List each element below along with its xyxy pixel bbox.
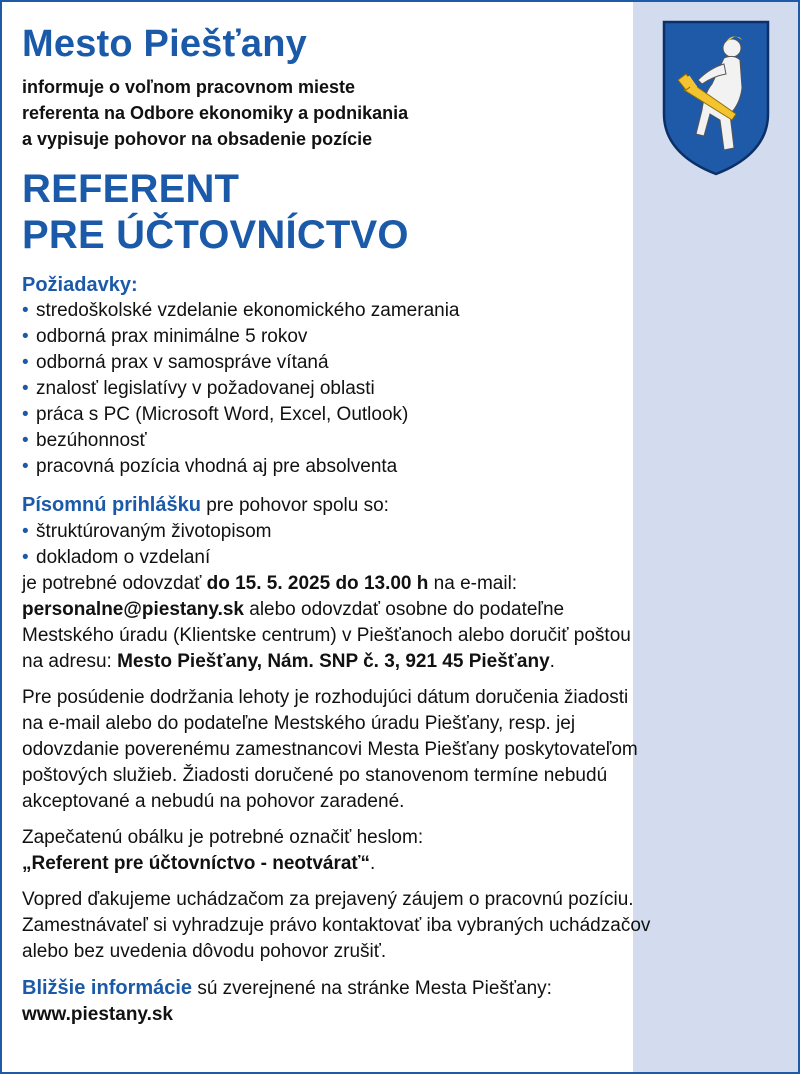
application-attachments-list (22, 519, 782, 571)
bullet-icon: • (22, 456, 29, 477)
job-title (22, 166, 782, 258)
list-item: • bezúhonnosť (22, 428, 782, 454)
deadline: do 15. 5. 2025 do 13.00 h (206, 573, 429, 594)
more-info: Bližšie informácie sú zverejnené na stránke Mesta Piešťany: www.piestany.sk (22, 977, 552, 1025)
list-item: • odborná prax v samospráve vítaná (22, 350, 782, 376)
bullet-icon: • (22, 378, 29, 399)
requirements-list (22, 298, 782, 480)
list-item: • práca s PC (Microsoft Word, Excel, Outlook) (22, 402, 782, 428)
list-item: • stredoškolské vzdelanie ekonomického zamerania (22, 298, 782, 324)
intro-line: referenta na Odbore ekonomiky a podnikania (22, 103, 409, 123)
posting-content (22, 22, 782, 1028)
website-link[interactable]: www.piestany.sk (22, 1004, 173, 1025)
envelope-note: Zapečatenú obálku je potrebné označiť heslom: „Referent pre účtovníctvo - neotvárať“. (22, 827, 424, 874)
bullet-icon: • (22, 404, 29, 425)
requirements-heading: Požiadavky: (22, 274, 138, 296)
list-item: • znalosť legislatívy v požadovanej oblasti (22, 376, 782, 402)
org-title: Mesto Piešťany (22, 23, 307, 65)
job-title-line: REFERENT (22, 167, 240, 211)
application-heading-bold: Písomnú prihlášku (22, 494, 201, 516)
bullet-icon: • (22, 547, 29, 568)
list-item: • pracovná pozícia vhodná aj pre absolventa (22, 454, 782, 480)
job-title-line: PRE ÚČTOVNÍCTVO (22, 213, 409, 257)
bullet-icon: • (22, 300, 29, 321)
deadline-note: Pre posúdenie dodržania lehoty je rozhodujúci dátum doručenia žiadosti na e-mail alebo do podateľne Mestského úradu Piešťany, resp. jej odovzdanie poverenému zamestnancovi Mesta Piešťany poskytovateľom poštových služieb. Žiadosti doručené po stanovenom termíne nebudú akceptované a nebudú na pohovor zaradené. (22, 687, 638, 812)
intro-line: informuje o voľnom pracovnom mieste (22, 77, 355, 97)
bullet-icon: • (22, 326, 29, 347)
bullet-icon: • (22, 521, 29, 542)
submission-instructions: je potrebné odovzdať do 15. 5. 2025 do 13.00 h na e-mail: personalne@piestany.sk alebo odovzdať osobne do podateľne Mestského úradu (Klientske centrum) v Piešťanoch alebo doručiť poštou na adresu: Mesto Piešťany, Nám. SNP č. 3, 921 45 Piešťany. (22, 573, 631, 672)
intro-text (22, 74, 782, 152)
list-item: • odborná prax minimálne 5 rokov (22, 324, 782, 350)
list-item: • dokladom o vzdelaní (22, 545, 782, 571)
thanks-note: Vopred ďakujeme uchádzačom za prejavený záujem o pracovnú pozíciu. Zamestnávateľ si vyhradzuje právo kontaktovať iba vybraných uchádzačov alebo bez uvedenia dôvodu pohovor zrušiť. (22, 889, 651, 962)
list-item: • štruktúrovaným životopisom (22, 519, 782, 545)
postal-address: Mesto Piešťany, Nám. SNP č. 3, 921 45 Piešťany (117, 651, 550, 672)
email-link[interactable]: personalne@piestany.sk (22, 599, 244, 620)
envelope-password: „Referent pre účtovníctvo - neotvárať“ (22, 853, 371, 874)
bullet-icon: • (22, 430, 29, 451)
bullet-icon: • (22, 352, 29, 373)
application-heading: Písomnú prihlášku pre pohovor spolu so: (22, 494, 389, 516)
intro-line: a vypisuje pohovor na obsadenie pozície (22, 129, 373, 149)
more-info-heading: Bližšie informácie (22, 977, 193, 999)
